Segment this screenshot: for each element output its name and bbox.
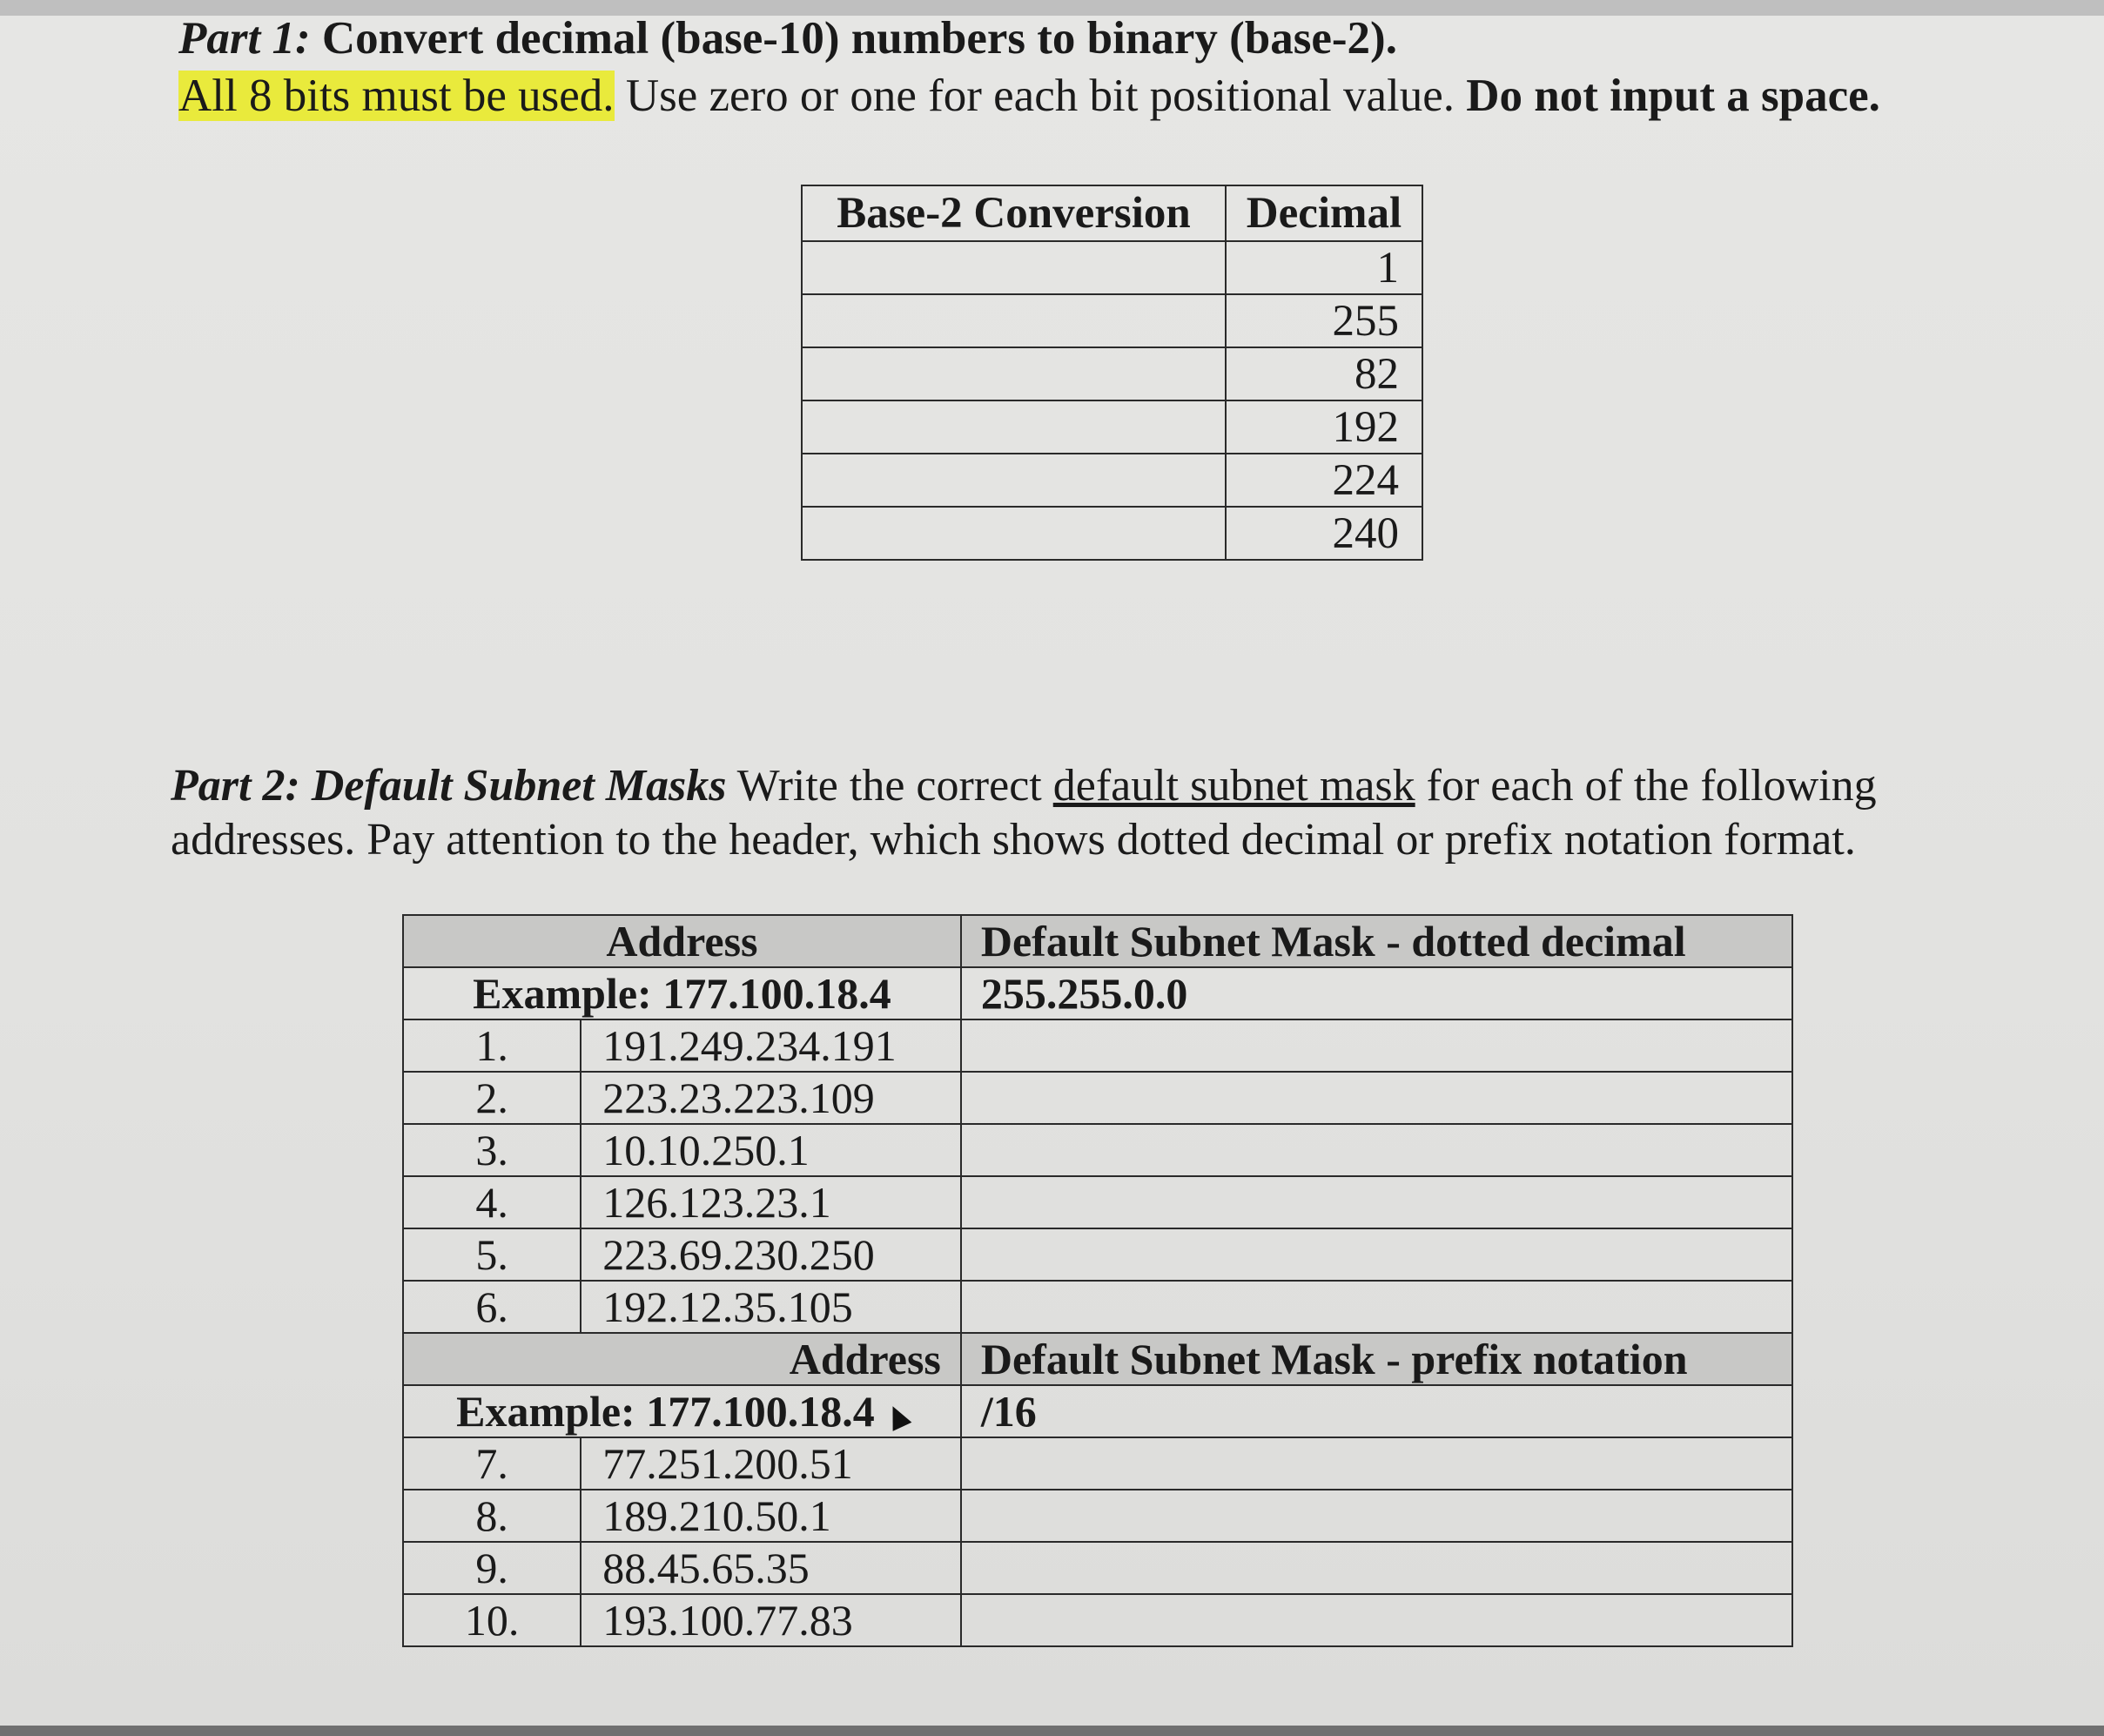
part1-instructions [178, 70, 1880, 122]
header-base2: Base-2 Conversion [802, 185, 1226, 241]
row-number: 2. [403, 1072, 581, 1124]
mask-answer-cell[interactable] [961, 1490, 1792, 1542]
part1-label: Part 1: [178, 13, 311, 64]
address-value: 10.10.250.1 [581, 1124, 961, 1176]
row-number: 10. [403, 1594, 581, 1646]
table-row [403, 1281, 1792, 1333]
binary-answer-cell[interactable] [802, 507, 1226, 560]
row-number: 5. [403, 1228, 581, 1281]
part2-label: Part 2: Default Subnet Masks [171, 761, 727, 811]
address-value: 192.12.35.105 [581, 1281, 961, 1333]
decimal-value: 224 [1226, 454, 1422, 507]
mask-answer-cell[interactable] [961, 1228, 1792, 1281]
address-value: 77.251.200.51 [581, 1437, 961, 1490]
header-row-dotted [403, 915, 1792, 967]
address-value: 189.210.50.1 [581, 1490, 961, 1542]
example-address-2-text: Example: 177.100.18.4 [456, 1387, 875, 1436]
header-address: Address [403, 915, 961, 967]
address-value: 88.45.65.35 [581, 1542, 961, 1594]
table-row [403, 1594, 1792, 1646]
header-mask-dotted: Default Subnet Mask - dotted decimal [961, 915, 1792, 967]
mask-answer-cell[interactable] [961, 1542, 1792, 1594]
row-number: 9. [403, 1542, 581, 1594]
binary-answer-cell[interactable] [802, 294, 1226, 347]
address-value: 223.23.223.109 [581, 1072, 961, 1124]
binary-answer-cell[interactable] [802, 241, 1226, 294]
decimal-value: 255 [1226, 294, 1422, 347]
table-row [802, 294, 1422, 347]
instruction-text: Use zero or one for each bit positional value. [614, 71, 1467, 121]
binary-answer-cell[interactable] [802, 400, 1226, 454]
decimal-value: 240 [1226, 507, 1422, 560]
mask-answer-cell[interactable] [961, 1176, 1792, 1228]
part2-instructions [171, 759, 1877, 867]
table-row [403, 1228, 1792, 1281]
header-mask-prefix: Default Subnet Mask - prefix notation [961, 1333, 1792, 1385]
part2-text-before: Write the correct [726, 761, 1053, 811]
header-address-2: Address [403, 1333, 961, 1385]
table-row [802, 507, 1422, 560]
binary-answer-cell[interactable] [802, 347, 1226, 400]
mask-answer-cell[interactable] [961, 1019, 1792, 1072]
mask-answer-cell[interactable] [961, 1072, 1792, 1124]
row-number: 4. [403, 1176, 581, 1228]
window-bottom-edge [0, 1726, 2104, 1736]
example-mask: 255.255.0.0 [961, 967, 1792, 1019]
table-row [403, 1542, 1792, 1594]
binary-answer-cell[interactable] [802, 454, 1226, 507]
example-address-2 [403, 1385, 961, 1437]
table-row [802, 400, 1422, 454]
subnet-mask-table [402, 914, 1793, 1647]
address-value: 191.249.234.191 [581, 1019, 961, 1072]
mask-answer-cell[interactable] [961, 1124, 1792, 1176]
table-row [403, 1072, 1792, 1124]
part1-title-text: Convert decimal (base-10) numbers to binary (base-2). [310, 13, 1397, 64]
mask-answer-cell[interactable] [961, 1437, 1792, 1490]
mask-answer-cell[interactable] [961, 1594, 1792, 1646]
address-value: 193.100.77.83 [581, 1594, 961, 1646]
header-decimal: Decimal [1226, 185, 1422, 241]
address-value: 126.123.23.1 [581, 1176, 961, 1228]
decimal-value: 1 [1226, 241, 1422, 294]
decimal-value: 82 [1226, 347, 1422, 400]
table-row [802, 347, 1422, 400]
address-value: 223.69.230.250 [581, 1228, 961, 1281]
mouse-cursor-icon [883, 1402, 911, 1431]
row-number: 3. [403, 1124, 581, 1176]
table-row [403, 1019, 1792, 1072]
highlighted-instruction: All 8 bits must be used. [178, 71, 615, 121]
table-row [802, 241, 1422, 294]
example-row [403, 967, 1792, 1019]
mask-answer-cell[interactable] [961, 1281, 1792, 1333]
example-mask-2: /16 [961, 1385, 1792, 1437]
example-address: Example: 177.100.18.4 [403, 967, 961, 1019]
decimal-value: 192 [1226, 400, 1422, 454]
row-number: 6. [403, 1281, 581, 1333]
part2-text-after: for each of the following addresses. Pay attention to the header, which shows dotted decimal or prefix notation format. [171, 761, 1877, 865]
row-number: 1. [403, 1019, 581, 1072]
table-row [403, 1490, 1792, 1542]
part2-underlined: default subnet mask [1052, 761, 1415, 811]
row-number: 7. [403, 1437, 581, 1490]
table-row [403, 1176, 1792, 1228]
instruction-bold: Do not input a space. [1466, 71, 1880, 121]
header-row-prefix [403, 1333, 1792, 1385]
table-row [403, 1437, 1792, 1490]
row-number: 8. [403, 1490, 581, 1542]
table-row [403, 1124, 1792, 1176]
table-row [802, 454, 1422, 507]
example-row-2 [403, 1385, 1792, 1437]
part1-title [178, 12, 1397, 64]
binary-conversion-table [801, 185, 1423, 561]
